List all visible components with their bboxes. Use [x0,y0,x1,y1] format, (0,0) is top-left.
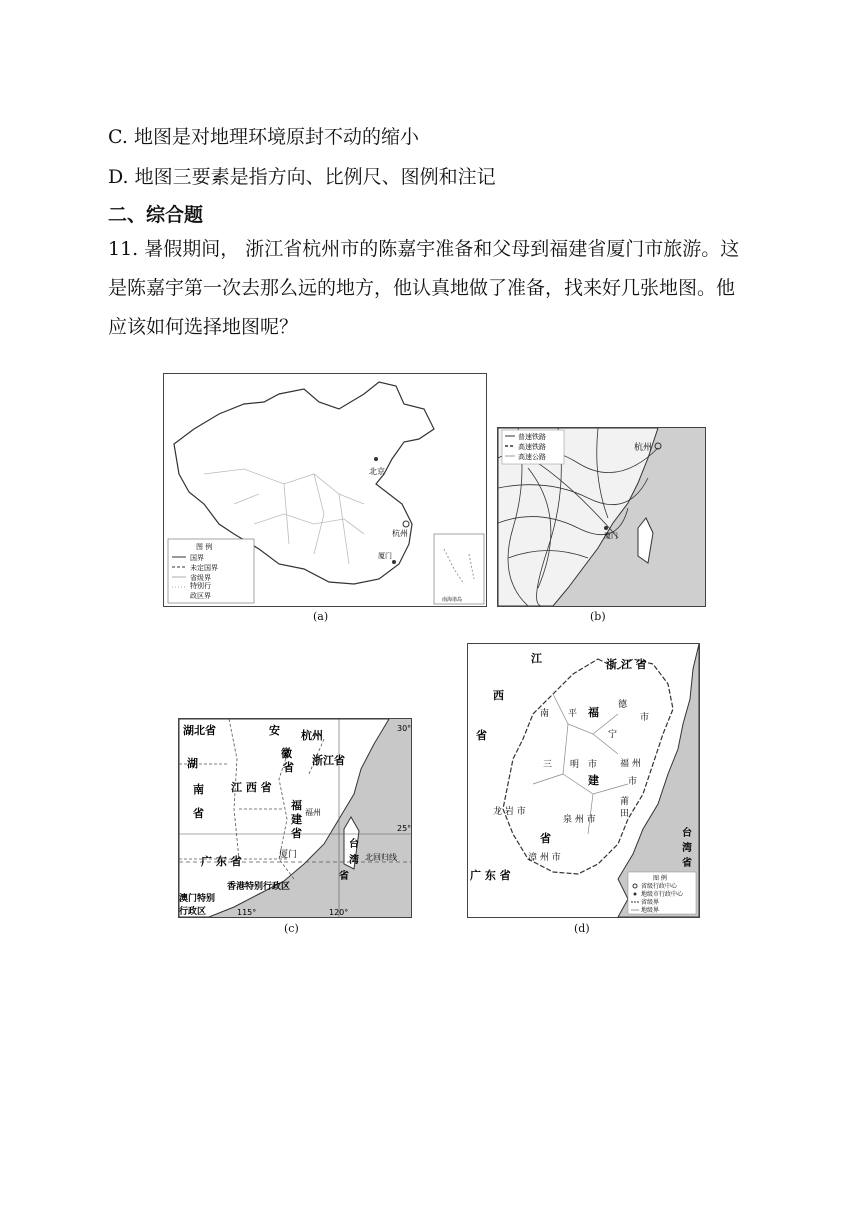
map-c-macao-1: 澳门特别 [179,894,216,904]
map-d-putian-1: 莆 [620,797,630,807]
map-c-hunan-2: 南 [193,783,204,796]
map-c-anhui-1: 安 [269,724,280,737]
map-c-hk: 香港特别行政区 [227,882,291,892]
map-b-legend-2: 高速公路 [518,453,546,461]
map-d-putian-2: 田 [620,809,630,819]
map-a-inset-label: 南海诸岛 [442,597,463,603]
map-d-xi: 西 [493,689,504,702]
map-c-xiamen: 厦门 [279,850,298,860]
map-c-tropic: 北回归线 [365,853,397,862]
map-c-taiwan-3: 省 [339,871,349,882]
map-c-fujian-2: 建 [291,813,302,826]
map-b-xiamen-label: 厦门 [604,532,618,540]
map-d-guangdong: 广 东 省 [470,869,511,882]
map-d-caption: (d) [574,922,590,935]
map-d-fuzhou-1: 福 州 [620,759,641,769]
map-d-nanping-1: 南 [540,709,550,719]
map-c-lon115: 115° [237,908,257,917]
map-d-zhangzhou: 漳 州 市 [528,853,561,863]
map-d-nanping-2: 平 [568,709,578,719]
map-c-taiwan-1: 台 [349,839,359,850]
map-a-caption: (a) [313,610,329,623]
map-a-legend-2: 省级界 [190,574,211,582]
map-b-caption: (b) [590,610,606,623]
map-c-taiwan-2: 湾 [349,855,359,866]
map-d-ming: 明 [570,760,580,770]
map-d-legend-3: 地级界 [641,907,660,914]
map-a-legend-3: 特别行 [190,582,211,590]
map-d-jiang: 江 [531,652,542,665]
map-c-lon120: 120° [329,908,349,917]
map-d-shi-nd: 市 [640,713,650,723]
map-c-lat30: 30° [397,724,411,733]
map-a-beijing-label: 北京 [369,467,385,476]
map-a-hangzhou-label: 杭州 [392,529,408,538]
map-a-legend-1: 未定国界 [190,564,218,572]
map-b-legend-1: 高速铁路 [518,443,546,451]
map-d-fuzhou-2: 市 [628,777,638,787]
map-c-fujian-1: 福 [291,799,302,812]
option-c: C. 地图是对地理环境原封不动的缩小 [108,126,419,148]
map-c-hubei: 湖北省 [183,724,216,737]
map-b-legend-0: 普速铁路 [518,433,546,441]
map-c-caption: (c) [284,922,299,935]
map-d-legend-2: 省级界 [641,899,660,906]
map-c-anhui-3: 省 [283,761,294,774]
map-d-fu: 福 [588,706,599,719]
map-a-legend-0: 国界 [190,554,204,562]
map-d-de: 德 [618,700,628,710]
map-a-xiamen-label: 厦门 [378,552,392,560]
question-line-2: 是陈嘉宇第一次去那么远的地方，他认真地做了准备，找来好几张地图。他 [108,277,736,299]
map-a-legend-4: 政区界 [190,592,211,600]
map-c-fujian-3: 省 [291,827,302,840]
map-c-fuzhou: 福州 [305,808,321,817]
beijing-marker [374,457,378,461]
map-c-zhejiang: 浙江省 [312,754,345,767]
map-a-legend-title: 图 例 [196,543,213,551]
map-d-fujian [467,643,700,918]
map-d-san: 三 [543,760,553,770]
map-d-ning: 宁 [608,730,618,740]
map-d-legend-1: 地级市行政中心 [641,891,684,898]
map-b-transport [497,427,706,607]
map-d-legend-title: 图 例 [653,875,667,882]
map-d-quanzhou: 泉 州 市 [563,815,596,825]
question-line-3: 应该如何选择地图呢？ [108,316,299,338]
map-c-lat25: 25° [397,824,411,833]
map-d-taiwan-1: 台 [682,828,692,839]
map-c-guangdong: 广 东 省 [201,855,242,868]
map-c-macao-2: 行政区 [179,907,207,917]
map-c-jiangxi: 江 西 省 [231,781,272,794]
map-c-anhui-2: 徽 [281,747,292,760]
map-a-china [163,373,487,607]
section-title: 二、综合题 [108,204,204,226]
map-d-taiwan-3: 省 [682,858,692,869]
map-c-hunan-1: 湖 [187,757,198,770]
map-c-hunan-3: 省 [193,807,204,820]
map-c-hangzhou: 杭州 [301,729,323,742]
option-d: D. 地图三要素是指方向、比例尺、图例和注记 [108,166,496,188]
map-d-sheng-f: 省 [540,832,551,845]
map-c-provinces [178,718,412,918]
map-d-shi-sm: 市 [588,760,598,770]
map-d-legend-0: 省级行政中心 [641,883,678,890]
map-d-taiwan-2: 湾 [682,843,692,854]
map-d-sheng-w: 省 [476,729,487,742]
map-d-zhejiang: 浙 江 省 [606,658,647,671]
map-b-hangzhou-label: 杭州 [634,443,653,453]
map-d-jian: 建 [588,774,599,787]
question-line-1: 11. 暑假期间， 浙江省杭州市的陈嘉宇准备和父母到福建省厦门市旅游。这 [108,238,740,260]
map-d-longyan: 龙 岩 市 [493,807,526,817]
